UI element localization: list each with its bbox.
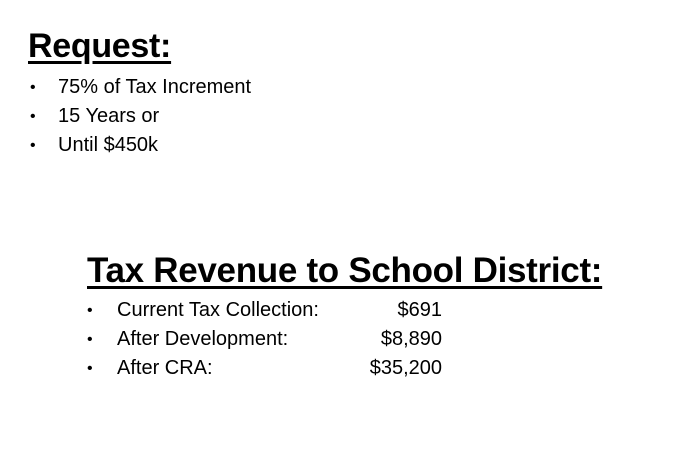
tax-item-label: Current Tax Collection: xyxy=(117,299,319,321)
tax-item-value: $8,890 xyxy=(380,328,442,350)
bullet-icon: • xyxy=(30,108,36,125)
tax-item-label: After Development: xyxy=(117,328,289,350)
bullet-icon: • xyxy=(87,302,93,319)
tax-item-value: $35,200 xyxy=(369,357,442,379)
request-item-text: 75% of Tax Increment xyxy=(58,76,252,98)
bullet-icon: • xyxy=(30,137,36,154)
tax-revenue-heading: Tax Revenue to School District: xyxy=(87,251,603,290)
bullet-icon: • xyxy=(87,331,93,348)
tax-item-label: After CRA: xyxy=(117,357,213,379)
request-item-text: Until $450k xyxy=(58,134,159,156)
request-item-text: 15 Years or xyxy=(58,105,160,127)
request-heading: Request: xyxy=(28,27,172,65)
tax-item-value: $691 xyxy=(397,299,442,321)
bullet-icon: • xyxy=(87,360,93,377)
bullet-icon: • xyxy=(30,79,36,96)
